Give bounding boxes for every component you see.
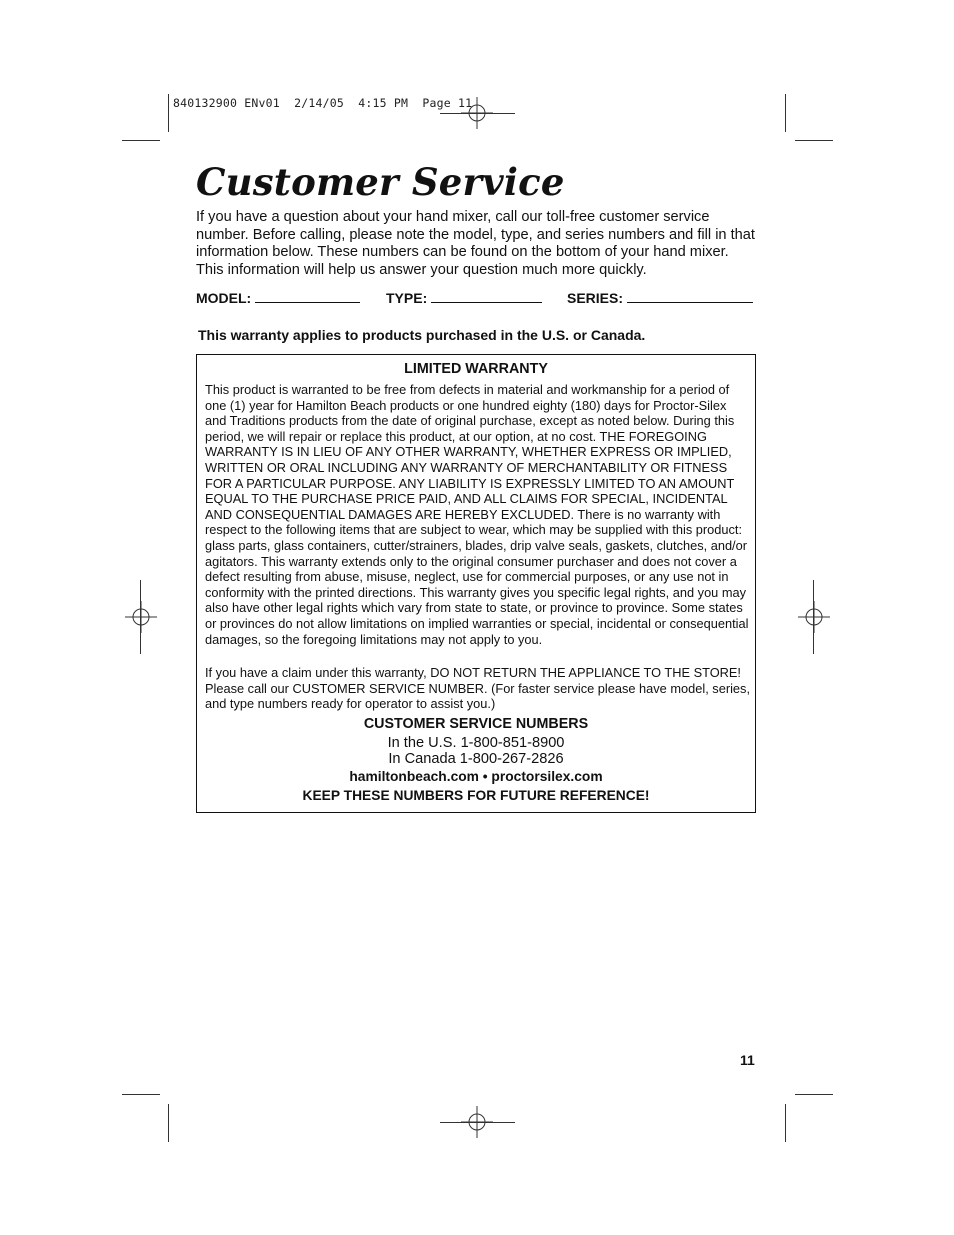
intro-paragraph: If you have a question about your hand mixer, call our toll-free customer service number. Before calling, please note the model, type, and series numbers and fill in that information below. These numbers can be found on the bottom of your hand mixer. This information will help us answer your question much more quickly. <box>196 209 755 278</box>
model-label: MODEL: <box>196 290 252 306</box>
type-label: TYPE: <box>386 290 428 306</box>
keep-numbers-note: KEEP THESE NUMBERS FOR FUTURE REFERENCE! <box>302 788 650 803</box>
series-field <box>567 290 753 306</box>
crop-mark-top-right-horizontal <box>795 140 833 141</box>
customer-service-numbers-heading: CUSTOMER SERVICE NUMBERS <box>363 716 589 732</box>
warranty-claim-text: If you have a claim under this warranty, DO NOT RETURN THE APPLIANCE TO THE STORE! Please call our CUSTOMER SERVICE NUMBER. (For faster service please have model, series, and type numbers ready for operator to assist you.) <box>205 665 750 712</box>
series-blank-line <box>627 290 753 303</box>
type-blank-line <box>431 290 542 303</box>
warranty-heading: LIMITED WARRANTY <box>404 361 548 377</box>
model-field <box>196 290 360 306</box>
registration-line-top <box>440 113 515 114</box>
crop-mark-top-right-vertical <box>785 94 786 132</box>
crop-mark-bottom-right-vertical <box>785 1104 786 1142</box>
us-phone-number: In the U.S. 1-800-851-8900 <box>387 735 565 751</box>
printer-slug-line: 840132900 ENv01 2/14/05 4:15 PM Page 11 <box>173 96 473 110</box>
crop-mark-bottom-left-horizontal <box>122 1094 160 1095</box>
crop-mark-top-left-horizontal <box>122 140 160 141</box>
crop-mark-bottom-left-vertical <box>168 1104 169 1142</box>
crop-mark-top-left-vertical <box>168 94 169 132</box>
crop-mark-bottom-right-horizontal <box>795 1094 833 1095</box>
warranty-applies-note: This warranty applies to products purchased in the U.S. or Canada. <box>198 327 646 343</box>
model-blank-line <box>255 290 360 303</box>
website-links: hamiltonbeach.com • proctorsilex.com <box>349 769 603 784</box>
registration-line-bottom <box>440 1122 515 1123</box>
canada-phone-number: In Canada 1-800-267-2826 <box>388 751 564 767</box>
registration-mark-left-icon <box>125 601 157 633</box>
limited-warranty-box <box>196 354 756 813</box>
warranty-body: This product is warranted to be free from defects in material and workmanship for a period of one (1) year for Hamilton Beach products or one hundred eighty (180) days for Proctor-Silex and Traditions products from the date of original purchase, except as noted below. During this period, we will repair or replace this product, at our option, at no cost. THE FOREGOING WARRANTY IS IN LIEU OF ANY OTHER WARRANTY, WHETHER EXPRESS OR IMPLIED, WRITTEN OR ORAL INCLUDING ANY WARRANTY OF MERCHANTABILITY OR FITNESS FOR A PARTICULAR PURPOSE. ANY LIABILITY IS EXPRESSLY LIMITED TO AN AMOUNT EQUAL TO THE PURCHASE PRICE PAID, AND ALL CLAIMS FOR SPECIAL, INCIDENTAL AND CONSEQUENTIAL DAMAGES ARE HEREBY EXCLUDED. There is no warranty with respect to the following items that are subject to wear, which may be supplied with this product: glass parts, glass containers, cutter/strainers, blades, drip valve seals, gaskets, clutches, and/or agitators. This warranty extends only to the original consumer purchaser and does not cover a defect resulting from abuse, misuse, neglect, use for commercial purposes, or any use not in conformity with the printed directions. This warranty gives you specific legal rights, and you may also have other legal rights which vary from state to state, or province to province. Some states or provinces do not allow limitations on implied warranties or special, incidental or consequential damages, so the foregoing limitations may not apply to you. <box>205 382 749 647</box>
type-field <box>386 290 542 306</box>
registration-line-right <box>813 580 814 654</box>
page-title: Customer Service <box>196 160 565 204</box>
registration-mark-right-icon <box>798 601 830 633</box>
registration-line-left <box>140 580 141 654</box>
page-number: 11 <box>740 1052 755 1068</box>
series-label: SERIES: <box>567 290 624 306</box>
